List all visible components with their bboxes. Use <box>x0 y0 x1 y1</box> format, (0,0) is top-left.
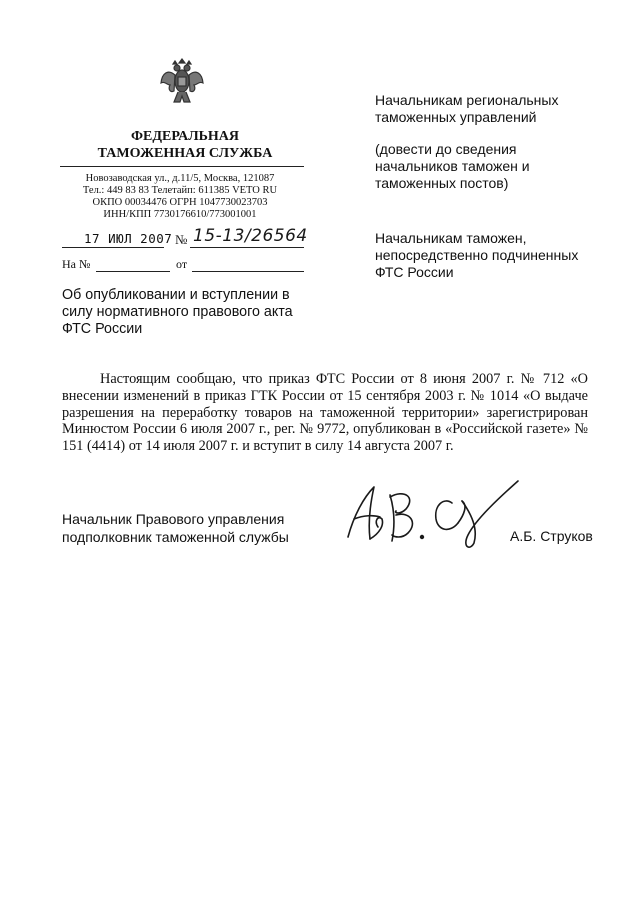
recipient-line: (довести до сведения <box>375 141 517 157</box>
subject-line: силу нормативного правового акта <box>62 304 293 320</box>
subject-line: ФТС России <box>62 321 143 337</box>
subject-line: Об опубликовании и вступлении в <box>62 287 290 303</box>
phone-line: Тел.: 449 83 83 Телетайп: 611385 VETO RU <box>82 185 278 196</box>
recipient-line: Начальникам региональных <box>375 92 559 108</box>
eagle-emblem-icon <box>158 55 206 107</box>
handwritten-signature-icon <box>340 475 530 555</box>
letterhead-divider <box>60 166 304 167</box>
signatory-name: А.Б. Струков <box>510 528 593 544</box>
signatory-title-line1: Начальник Правового управления <box>62 511 285 527</box>
org-name-line1: ФЕДЕРАЛЬНАЯ <box>130 129 239 144</box>
inn-line: ИНН/КПП 7730176610/773001001 <box>103 209 257 220</box>
recipient-line: Начальникам таможен, <box>375 230 527 246</box>
reply-from-underline <box>192 271 304 272</box>
codes-line: ОКПО 00034476 ОГРН 1047730023703 <box>92 197 268 208</box>
subject-block <box>62 287 312 338</box>
date-underline <box>62 247 164 248</box>
signatory-title-line2: подполковник таможенной службы <box>62 529 289 545</box>
registration-number: 15-13/26564 <box>193 226 308 246</box>
signatory-title <box>62 510 332 546</box>
org-name-line2: ТАМОЖЕННАЯ СЛУЖБА <box>97 146 273 161</box>
recipient-block-2 <box>375 141 615 192</box>
date-stamp: 17 ИЮЛ 2007 <box>84 231 173 246</box>
number-label: № <box>175 232 188 247</box>
recipient-line: таможенных постов) <box>375 175 509 191</box>
address-line: Новозаводская ул., д.11/5, Москва, 121087 <box>85 173 275 184</box>
body-paragraph: Настоящим сообщаю, что приказ ФТС России от 8 июня 2007 г. № 712 «О внесении изменений в приказ ГТК России от 15 сентября 2003 г. № 1014 «О выдаче разрешения на переработку товаров на таможенной территории» зарегистрирован Минюстом России 6 июля 2007 г., рег. № 9772, опубликован в «Российской газете» № 151 (4414) от 14 июля 2007 г. и вступит в силу 14 августа 2007 г. <box>62 371 588 455</box>
recipient-block-3 <box>375 230 615 281</box>
recipient-line: ФТС России <box>375 264 454 280</box>
recipient-block-1 <box>375 92 615 126</box>
reply-number-label: На № <box>62 257 91 271</box>
reply-from-label: от <box>176 257 188 271</box>
recipient-line: таможенных управлений <box>375 109 537 125</box>
number-underline <box>190 247 304 248</box>
reply-number-underline <box>96 271 170 272</box>
recipient-line: начальников таможен и <box>375 158 530 174</box>
recipient-line: непосредственно подчиненных <box>375 247 579 263</box>
